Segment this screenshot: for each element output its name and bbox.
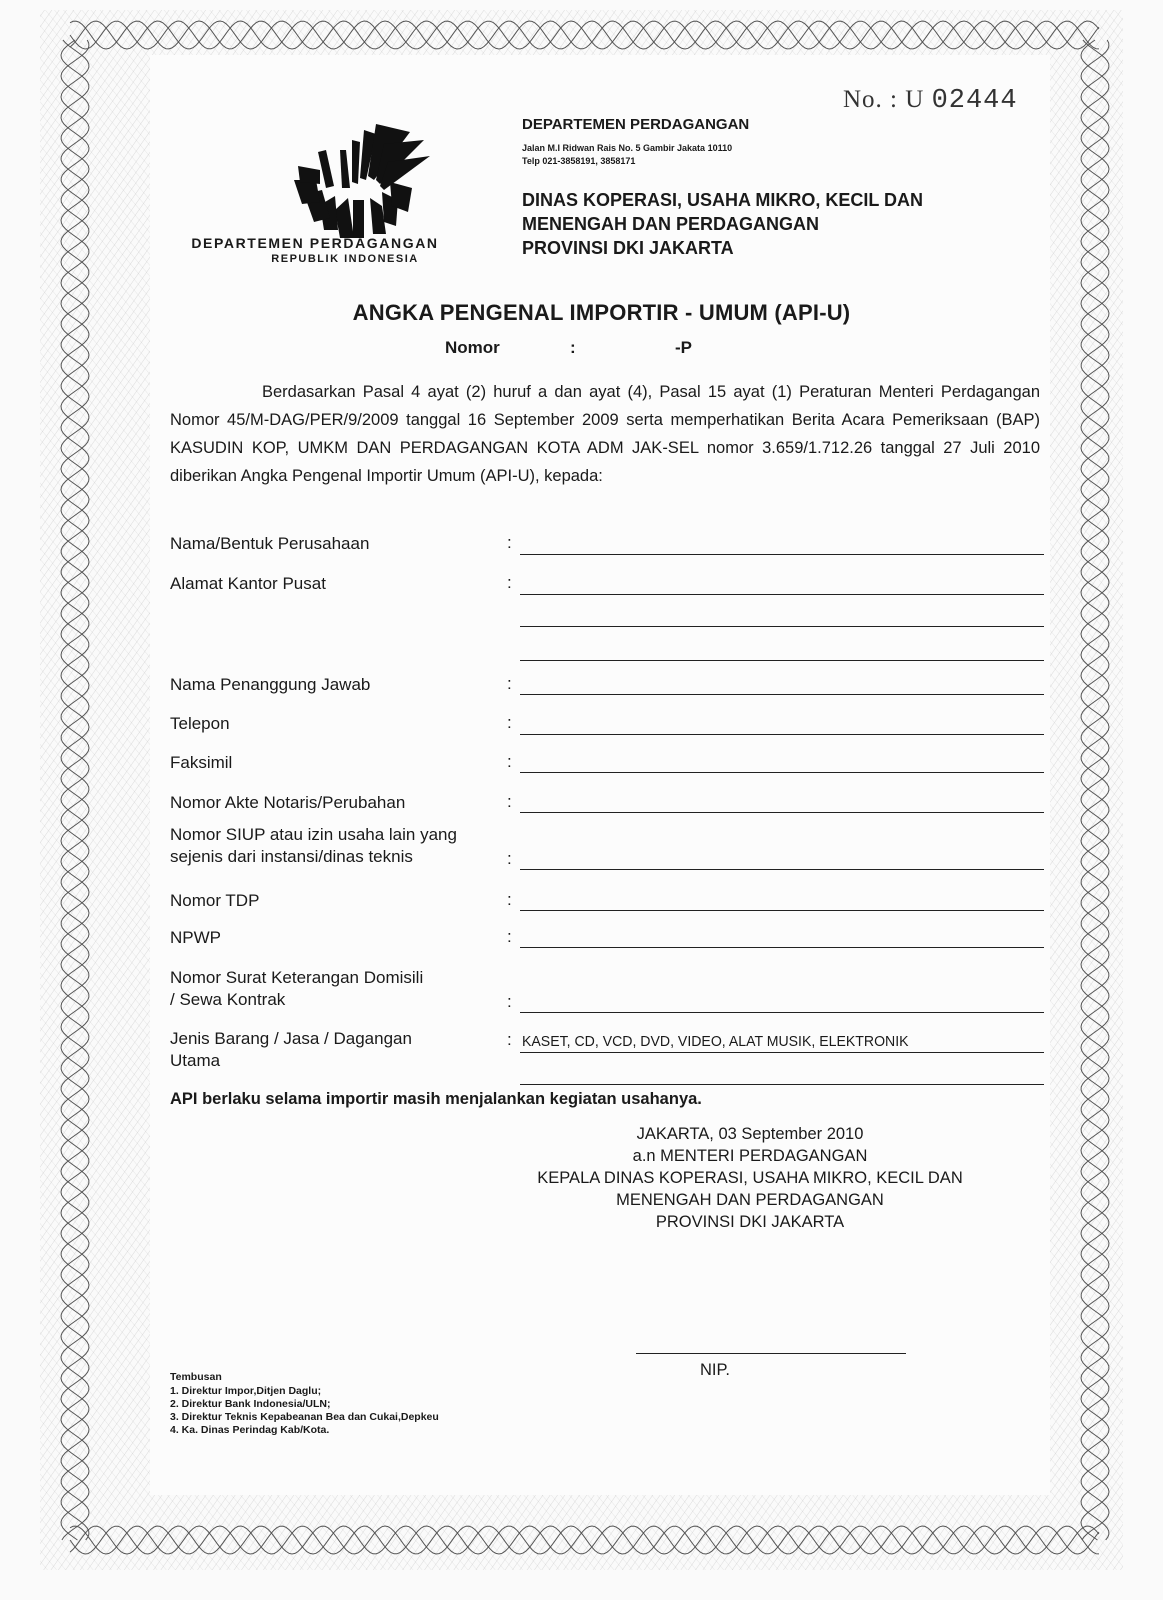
- field-label-head-office-address: Alamat Kantor Pusat: [170, 574, 326, 593]
- field-line-domicile: [520, 1012, 1044, 1013]
- nomor-suffix: -P: [675, 338, 692, 357]
- field-label-domicile-line2: / Sewa Kontrak: [170, 990, 286, 1009]
- signature-position-line1: KEPALA DINAS KOPERASI, USAHA MIKRO, KECIL DAN: [537, 1169, 963, 1187]
- document-body-area: [150, 55, 1050, 1495]
- signature-position-line2: MENENGAH DAN PERDAGANGAN: [616, 1191, 884, 1209]
- field-line-head-office-address-3: [520, 660, 1044, 661]
- field-line-notary-deed: [520, 812, 1044, 813]
- field-label-tdp: Nomor TDP: [170, 891, 260, 910]
- signature-position-line3: PROVINSI DKI JAKARTA: [655, 1213, 845, 1231]
- cc-item: 1. Direktur Impor,Ditjen Daglu;: [170, 1385, 322, 1397]
- field-colon: :: [507, 849, 512, 868]
- cc-item: 3. Direktur Teknis Kepabeanan Bea dan Cukai,Depkeu: [170, 1411, 439, 1423]
- field-colon: :: [507, 713, 512, 732]
- agency-line1: DINAS KOPERASI, USAHA MIKRO, KECIL DAN: [522, 190, 924, 210]
- field-label-siup: [170, 824, 457, 868]
- signature-place-date: JAKARTA, 03 September 2010: [636, 1125, 864, 1143]
- field-label-person-in-charge: Nama Penanggung Jawab: [170, 675, 371, 694]
- logo-caption-line1: DEPARTEMEN PERDAGANGAN: [191, 235, 439, 251]
- document-title: ANGKA PENGENAL IMPORTIR - UMUM (API-U): [352, 300, 851, 325]
- agency-line3: PROVINSI DKI JAKARTA: [522, 238, 734, 258]
- field-label-siup-line1: Nomor SIUP atau izin usaha lain yang: [170, 825, 457, 844]
- field-label-goods-line1: Jenis Barang / Jasa / Dagangan: [170, 1029, 412, 1048]
- field-label-domicile-line1: Nomor Surat Keterangan Domisili: [170, 968, 424, 987]
- nomor-colon: :: [570, 338, 576, 357]
- department-phone: Telp 021-3858191, 3858171: [522, 156, 636, 166]
- field-colon: :: [507, 573, 512, 592]
- department-address: Jalan M.I Ridwan Rais No. 5 Gambir Jakata 10110: [522, 143, 733, 153]
- signature-line: [636, 1353, 906, 1354]
- field-colon: :: [507, 752, 512, 771]
- field-line-company-name: [520, 554, 1044, 555]
- field-label-siup-line2: sejenis dari instansi/dinas teknis: [170, 847, 413, 866]
- agency-line2: MENENGAH DAN PERDAGANGAN: [522, 214, 820, 234]
- signature-nip: NIP.: [700, 1361, 730, 1379]
- field-line-tdp: [520, 910, 1044, 911]
- field-line-head-office-address-2: [520, 626, 1044, 627]
- field-line-person-in-charge: [520, 694, 1044, 695]
- cc-item: 2. Direktur Bank Indonesia/ULN;: [170, 1398, 331, 1410]
- field-value-goods: KASET, CD, VCD, DVD, VIDEO, ALAT MUSIK, ELEKTRONIK: [522, 1033, 909, 1050]
- field-label-fax: Faksimil: [170, 753, 233, 772]
- validity-statement: API berlaku selama importir masih menjalankan kegiatan usahanya.: [170, 1090, 702, 1108]
- nomor-label: Nomor: [445, 338, 500, 357]
- field-colon: :: [507, 890, 512, 909]
- field-colon: :: [507, 927, 512, 946]
- signature-on-behalf: a.n MENTERI PERDAGANGAN: [632, 1147, 868, 1165]
- legal-basis-paragraph: Berdasarkan Pasal 4 ayat (2) huruf a dan ayat (4), Pasal 15 ayat (1) Peraturan Menteri Perdagangan Nomor 45/M-DAG/PER/9/2009 tanggal 16 September 2009 serta memperhatikan Berita Acara Pemeriksaan (BAP) KASUDIN KOP, UMKM DAN PERDAGANGAN KOTA ADM JAK-SEL nomor 3.659/1.712.26 tanggal 27 Juli 2010 diberikan Angka Pengenal Importir Umum (API-U), kepada:: [170, 383, 1040, 485]
- field-line-siup: [520, 869, 1044, 870]
- field-line-head-office-address: [520, 594, 1044, 595]
- cc-item: 4. Ka. Dinas Perindag Kab/Kota.: [170, 1424, 330, 1436]
- cc-title: Tembusan: [170, 1371, 222, 1383]
- agency-name: [522, 188, 923, 260]
- logo-caption-line2: REPUBLIK INDONESIA: [271, 253, 419, 265]
- field-label-domicile: [170, 967, 423, 1011]
- field-line-fax: [520, 772, 1044, 773]
- field-label-company-name: Nama/Bentuk Perusahaan: [170, 534, 370, 553]
- field-colon: :: [507, 674, 512, 693]
- field-colon: :: [507, 533, 512, 552]
- field-label-notary-deed: Nomor Akte Notaris/Perubahan: [170, 793, 406, 812]
- serial-number: [843, 86, 1018, 116]
- department-name: DEPARTEMEN PERDAGANGAN: [522, 116, 750, 133]
- field-line-npwp: [520, 947, 1044, 948]
- field-colon: :: [507, 792, 512, 811]
- field-label-goods-line2: Utama: [170, 1051, 221, 1070]
- field-colon: :: [507, 1030, 512, 1049]
- field-label-npwp: NPWP: [170, 928, 221, 947]
- field-line-goods-2: [520, 1084, 1044, 1085]
- field-label-telephone: Telepon: [170, 714, 230, 733]
- serial-digits: 02444: [931, 86, 1018, 116]
- field-colon: :: [507, 992, 512, 1011]
- field-label-goods: [170, 1028, 412, 1072]
- field-line-goods: [520, 1052, 1044, 1053]
- serial-prefix: No. : U: [843, 86, 925, 113]
- field-line-telephone: [520, 734, 1044, 735]
